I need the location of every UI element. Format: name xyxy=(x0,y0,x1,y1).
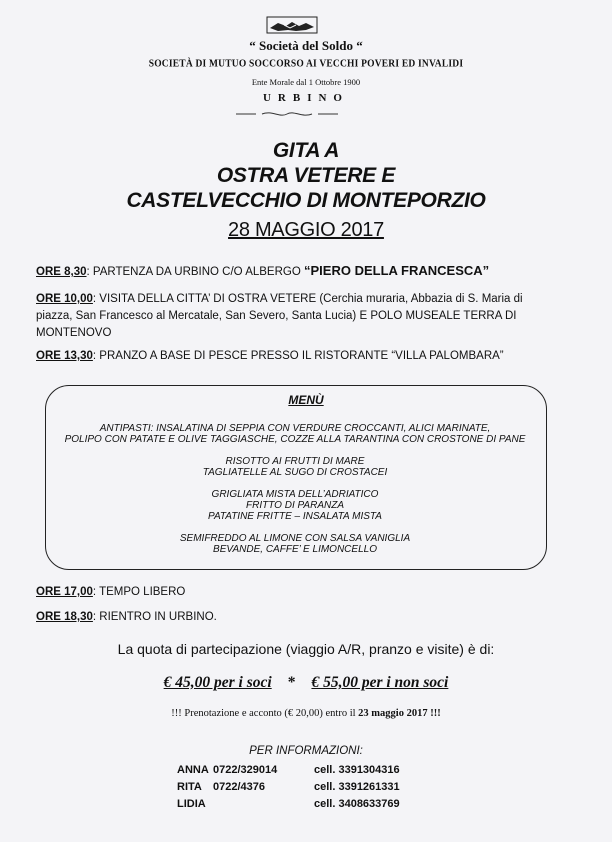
schedule-time: ORE 8,30 xyxy=(36,266,87,278)
title-line-1: GITA A xyxy=(272,139,340,162)
city-name: URBINO xyxy=(262,92,349,104)
schedule-item-3 xyxy=(36,348,576,365)
title-line-2: OSTRA VETERE E xyxy=(216,164,396,187)
contact-name: ANNA xyxy=(177,764,209,776)
schedule-text: : PARTENZA DA URBINO C/O ALBERGO xyxy=(86,266,304,278)
society-subtitle: SOCIETÀ DI MUTUO SOCCORSO AI VECCHI POVERI ED INVALIDI xyxy=(148,58,464,70)
booking-deadline: 23 maggio 2017 !!! xyxy=(358,708,441,719)
menu-secondo: FRITTO DI PARANZA xyxy=(246,500,344,511)
contact-row xyxy=(177,764,419,777)
contact-phone: 0722/329014 xyxy=(213,764,278,776)
info-title: PER INFORMAZIONI: xyxy=(249,745,363,757)
schedule-item-1 xyxy=(36,262,576,281)
schedule-text: : VISITA DELLA CITTA’ DI OSTRA VETERE (Cerchia muraria, Abbazia di S. Maria di xyxy=(92,293,523,305)
title-line-3: CASTELVECCHIO DI MONTEPORZIO xyxy=(126,189,486,212)
contact-name: RITA xyxy=(177,781,202,793)
contact-cell: cell. 3391304316 xyxy=(314,764,400,776)
contact-cell: cell. 3408633769 xyxy=(314,798,400,810)
schedule-text: : PRANZO A BASE DI PESCE PRESSO IL RISTORANTE “VILLA PALOMBARA” xyxy=(92,350,504,362)
schedule-time: ORE 10,00 xyxy=(36,293,93,305)
schedule-text: : RIENTRO IN URBINO. xyxy=(92,611,217,623)
contact-row xyxy=(177,798,419,811)
schedule-text-continued: piazza, San Francesco al Mercatale, San Severo, Santa Lucia) E POLO MUSEALE TERRA DI xyxy=(36,310,517,322)
contact-cell: cell. 3391261331 xyxy=(314,781,400,793)
price-members: € 45,00 per i soci xyxy=(163,674,272,691)
ente-morale: Ente Morale dal 1 Ottobre 1900 xyxy=(251,77,361,87)
handshake-logo-icon xyxy=(266,14,318,36)
contact-name: LIDIA xyxy=(177,798,206,810)
schedule-time: ORE 13,30 xyxy=(36,350,93,362)
trip-date: 28 MAGGIO 2017 xyxy=(228,219,384,241)
contact-row xyxy=(177,781,419,794)
schedule-text: : TEMPO LIBERO xyxy=(92,586,186,598)
menu-title: MENÙ xyxy=(288,393,324,407)
menu-secondo: GRIGLIATA MISTA DELL’ADRIATICO xyxy=(211,489,379,500)
hotel-name: “PIERO DELLA FRANCESCA” xyxy=(304,263,490,278)
schedule-item-2 xyxy=(36,291,576,342)
menu-contorno: PATATINE FRITTE – INSALATA MISTA xyxy=(208,511,382,522)
menu-primo: RISOTTO AI FRUTTI DI MARE xyxy=(225,456,365,467)
price-non-members: € 55,00 per i non soci xyxy=(311,674,449,691)
menu-dolce: SEMIFREDDO AL LIMONE CON SALSA VANIGLIA xyxy=(179,533,411,544)
contact-phone: 0722/4376 xyxy=(213,781,265,793)
schedule-item-5 xyxy=(36,609,576,626)
menu-bevande: BEVANDE, CAFFE’ E LIMONCELLO xyxy=(213,544,377,555)
schedule-item-4 xyxy=(36,584,576,601)
price-intro: La quota di partecipazione (viaggio A/R, pranzo e visite) è di: xyxy=(117,641,495,657)
booking-note xyxy=(0,708,612,719)
price-separator: * xyxy=(287,674,296,691)
schedule-time: ORE 17,00 xyxy=(36,586,93,598)
schedule-time: ORE 18,30 xyxy=(36,611,93,623)
booking-text: !!! Prenotazione e acconto (€ 20,00) entro il xyxy=(171,708,359,719)
menu-antipasti: ANTIPASTI: INSALATINA DI SEPPIA CON VERDURE CROCCANTI, ALICI MARINATE, xyxy=(99,423,491,434)
price-line xyxy=(0,674,612,692)
menu-primo: TAGLIATELLE AL SUGO DI CROSTACEI xyxy=(202,467,388,478)
flourish-divider-icon xyxy=(232,109,342,119)
society-name: “ Società del Soldo “ xyxy=(249,38,363,53)
menu-antipasti-continued: POLIPO CON PATATE E OLIVE TAGGIASCHE, COZZE ALLA TARANTINA CON CROSTONE DI PANE xyxy=(64,434,526,445)
schedule-text-continued: MONTENOVO xyxy=(36,327,112,339)
